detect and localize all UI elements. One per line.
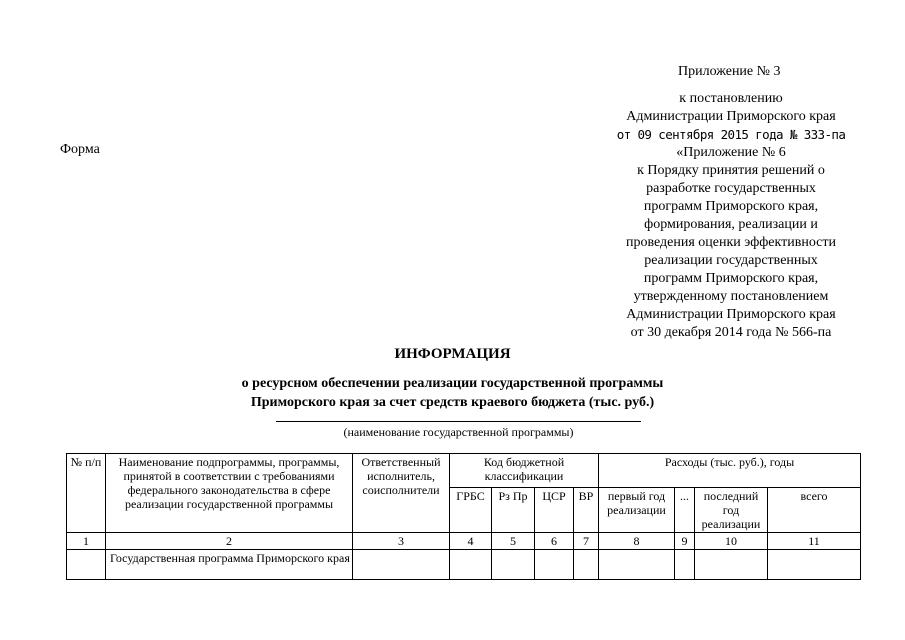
column-number: 2 xyxy=(106,533,353,550)
order-line: Администрации Приморского края xyxy=(626,307,836,322)
column-number: 3 xyxy=(353,533,450,550)
column-number: 1 xyxy=(67,533,106,550)
header-budget-code: Код бюджетной классификации xyxy=(450,454,599,488)
header-ellipsis: ... xyxy=(675,488,695,533)
order-reference xyxy=(590,144,872,342)
order-line: «Приложение № 6 xyxy=(676,145,786,160)
order-line: программ Приморского края, xyxy=(643,199,819,214)
header-total: всего xyxy=(768,488,861,533)
subtitle-line: Приморского края за счет средств краевого бюджета (тыс. руб.) xyxy=(250,395,655,410)
document-subtitle xyxy=(200,374,705,412)
cell-grbs xyxy=(450,550,492,580)
program-name-caption: (наименование государственной программы) xyxy=(343,425,574,439)
order-line: программ Приморского края, xyxy=(643,271,819,286)
column-number: 5 xyxy=(492,533,535,550)
cell-rzpr xyxy=(492,550,535,580)
cell-last-year xyxy=(695,550,768,580)
subtitle-line: о ресурсном обеспечении реализации государственной программы xyxy=(241,376,664,391)
header-vr: ВР xyxy=(574,488,599,533)
header-row xyxy=(67,454,861,488)
cell-executor xyxy=(353,550,450,580)
header-grbs: ГРБС xyxy=(450,488,492,533)
header-num: № п/п xyxy=(67,454,106,533)
header-expenses: Расходы (тыс. руб.), годы xyxy=(599,454,861,488)
resolution-stamp: от 09 сентября 2015 года № 333-па xyxy=(616,127,846,142)
header-rzpr: Рз Пр xyxy=(492,488,535,533)
header-last-year: последний год реализации xyxy=(695,488,768,533)
column-number: 8 xyxy=(599,533,675,550)
column-number: 9 xyxy=(675,533,695,550)
form-label: Форма xyxy=(60,142,100,157)
header-first-year: первый год реализации xyxy=(599,488,675,533)
cell-csr xyxy=(535,550,574,580)
order-line: реализации государственных xyxy=(644,253,818,268)
cell-ellipsis xyxy=(675,550,695,580)
cell-first-year xyxy=(599,550,675,580)
resolution-line: к постановлению xyxy=(679,91,783,106)
header-csr: ЦСР xyxy=(535,488,574,533)
column-number: 10 xyxy=(695,533,768,550)
cell-total xyxy=(768,550,861,580)
column-number: 11 xyxy=(768,533,861,550)
cell-num xyxy=(67,550,106,580)
order-line: от 30 декабря 2014 года № 566-па xyxy=(630,325,832,340)
order-line: разработке государственных xyxy=(646,181,816,196)
order-line: проведения оценки эффективности xyxy=(625,235,836,250)
order-line: формирования, реализации и xyxy=(644,217,818,232)
order-line: утвержденному постановлением xyxy=(633,289,829,304)
program-name-underline xyxy=(276,421,641,422)
header-name: Наименование подпрограммы, программы, принятой в соответствии с требованиями федерального законодательства в сфере реализации государственной программы xyxy=(106,454,353,533)
resource-table xyxy=(66,453,861,580)
header-executor: Ответственный исполнитель, соисполнители xyxy=(353,454,450,533)
order-line: к Порядку принятия решений о xyxy=(637,163,825,178)
column-number: 7 xyxy=(574,533,599,550)
column-numbers-row xyxy=(67,533,861,550)
cell-program-name: Государственная программа Приморского края xyxy=(106,550,353,580)
cell-vr xyxy=(574,550,599,580)
appendix-title: Приложение № 3 xyxy=(678,64,781,79)
resolution-block xyxy=(590,90,872,144)
resolution-line: Администрации Приморского края xyxy=(626,109,836,124)
document-title: ИНФОРМАЦИЯ xyxy=(394,346,511,362)
column-number: 6 xyxy=(535,533,574,550)
table-row xyxy=(67,550,861,580)
column-number: 4 xyxy=(450,533,492,550)
